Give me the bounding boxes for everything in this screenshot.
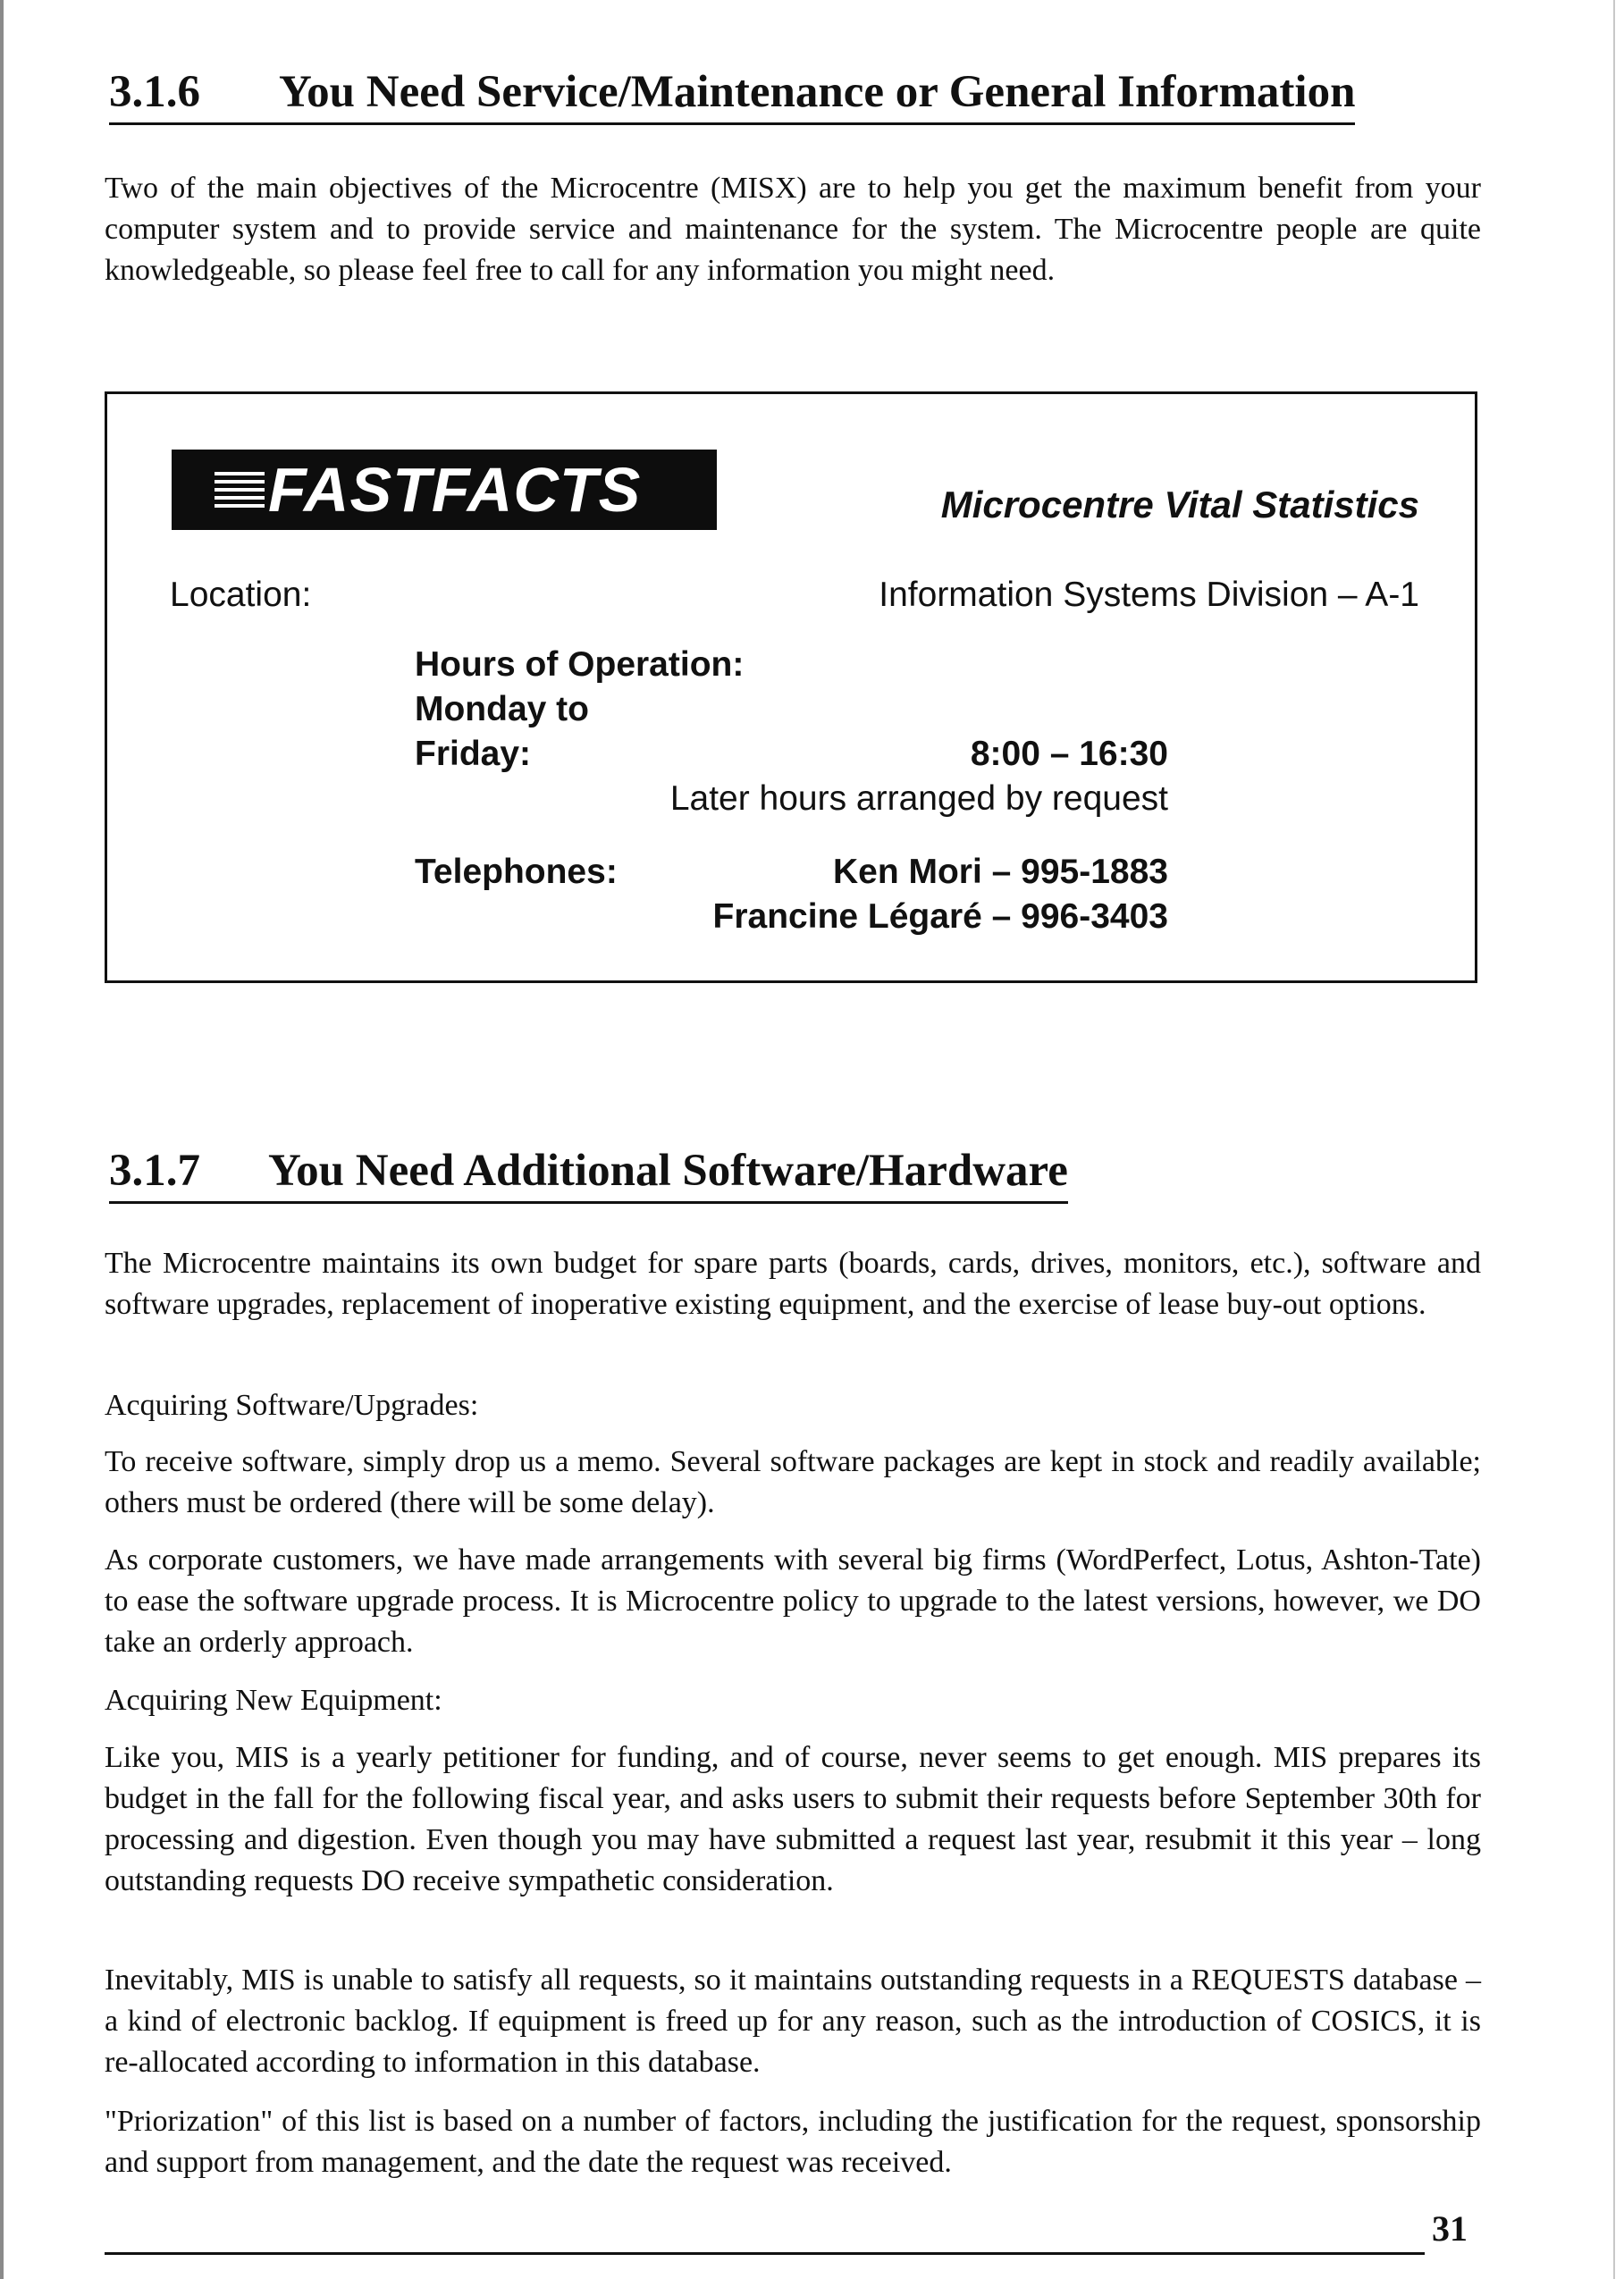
telephones-label: Telephones: bbox=[415, 853, 618, 891]
section-1-paragraph: Two of the main objectives of the Microcentre (MISX) are to help you get the maximum benefit from your computer system and to provide service and maintenance for the system. The Microcentre people are quite knowledgeable, so please feel free to call for any information you might need. bbox=[105, 172, 1481, 287]
contact-francine-legare: Francine Légaré – 996-3403 bbox=[712, 897, 1168, 936]
equipment-paragraph-3: "Priorization" of this list is based on a number of factors, including the justification for the request, sponsorship and support from management, and the date the request was received. bbox=[105, 2105, 1481, 2179]
software-paragraph-2: As corporate customers, we have made arrangements with several big firms (WordPerfect, Lotus, Ashton-Tate) to ease the software upgrade process. It is Microcentre policy to upgrade to the latest versions, however, we DO take an orderly approach. bbox=[105, 1543, 1481, 1659]
section-number: 3.1.6 bbox=[109, 67, 200, 117]
footer-rule bbox=[105, 2252, 1425, 2255]
speed-lines-icon bbox=[215, 472, 265, 508]
section-2-intro: The Microcentre maintains its own budget for spare parts (boards, cards, drives, monitors, etc.), software and software upgrades, replacement of inoperative existing equipment, and the exercise of lease buy-out options. bbox=[105, 1247, 1481, 1321]
section-title: You Need Service/Maintenance or General Information bbox=[279, 67, 1356, 117]
page-number: 31 bbox=[1432, 2208, 1468, 2249]
contact-ken-mori: Ken Mori – 995-1883 bbox=[832, 853, 1168, 891]
equipment-paragraph-1: Like you, MIS is a yearly petitioner for funding, and of course, never seems to get enough. MIS prepares its budget in the fall for the following fiscal year, and asks users to submit their requests before September 30th for processing and digestion. Even though you may have submitted a request last year, resubmit it this year – long outstanding requests DO receive sympathetic consideration. bbox=[105, 1741, 1481, 1897]
software-paragraph-1: To receive software, simply drop us a memo. Several software packages are kept in stock and readily available; others must be ordered (there will be some delay). bbox=[105, 1445, 1481, 1519]
subhead-software: Acquiring Software/Upgrades: bbox=[105, 1389, 479, 1422]
days-line-2: Friday: bbox=[415, 735, 532, 773]
hours-value: 8:00 – 16:30 bbox=[970, 735, 1168, 773]
section-heading-3-1-6 bbox=[109, 67, 1356, 125]
scan-left-edge bbox=[0, 0, 4, 2279]
fastfacts-logo bbox=[172, 450, 717, 530]
section-heading-3-1-7 bbox=[109, 1148, 1068, 1204]
hours-label: Hours of Operation: bbox=[415, 645, 745, 684]
fastfacts-logo-text: FASTFACTS bbox=[268, 455, 642, 525]
section-number: 3.1.7 bbox=[109, 1146, 200, 1196]
days-line-1: Monday to bbox=[415, 690, 589, 728]
later-hours-note: Later hours arranged by request bbox=[669, 779, 1168, 818]
location-label: Location: bbox=[170, 576, 312, 614]
section-title: You Need Additional Software/Hardware bbox=[268, 1146, 1068, 1196]
fastfacts-box bbox=[105, 391, 1477, 983]
equipment-paragraph-2: Inevitably, MIS is unable to satisfy all requests, so it maintains outstanding requests in a REQUESTS database – a kind of electronic backlog. If equipment is freed up for any reason, such as the introduction of COSICS, it is re-allocated according to information in this database. bbox=[105, 1964, 1481, 2079]
location-value: Information Systems Division – A-1 bbox=[879, 576, 1419, 614]
subhead-equipment: Acquiring New Equipment: bbox=[105, 1684, 442, 1717]
scan-right-edge bbox=[1613, 0, 1615, 2279]
fastfacts-subtitle: Microcentre Vital Statistics bbox=[940, 484, 1419, 526]
